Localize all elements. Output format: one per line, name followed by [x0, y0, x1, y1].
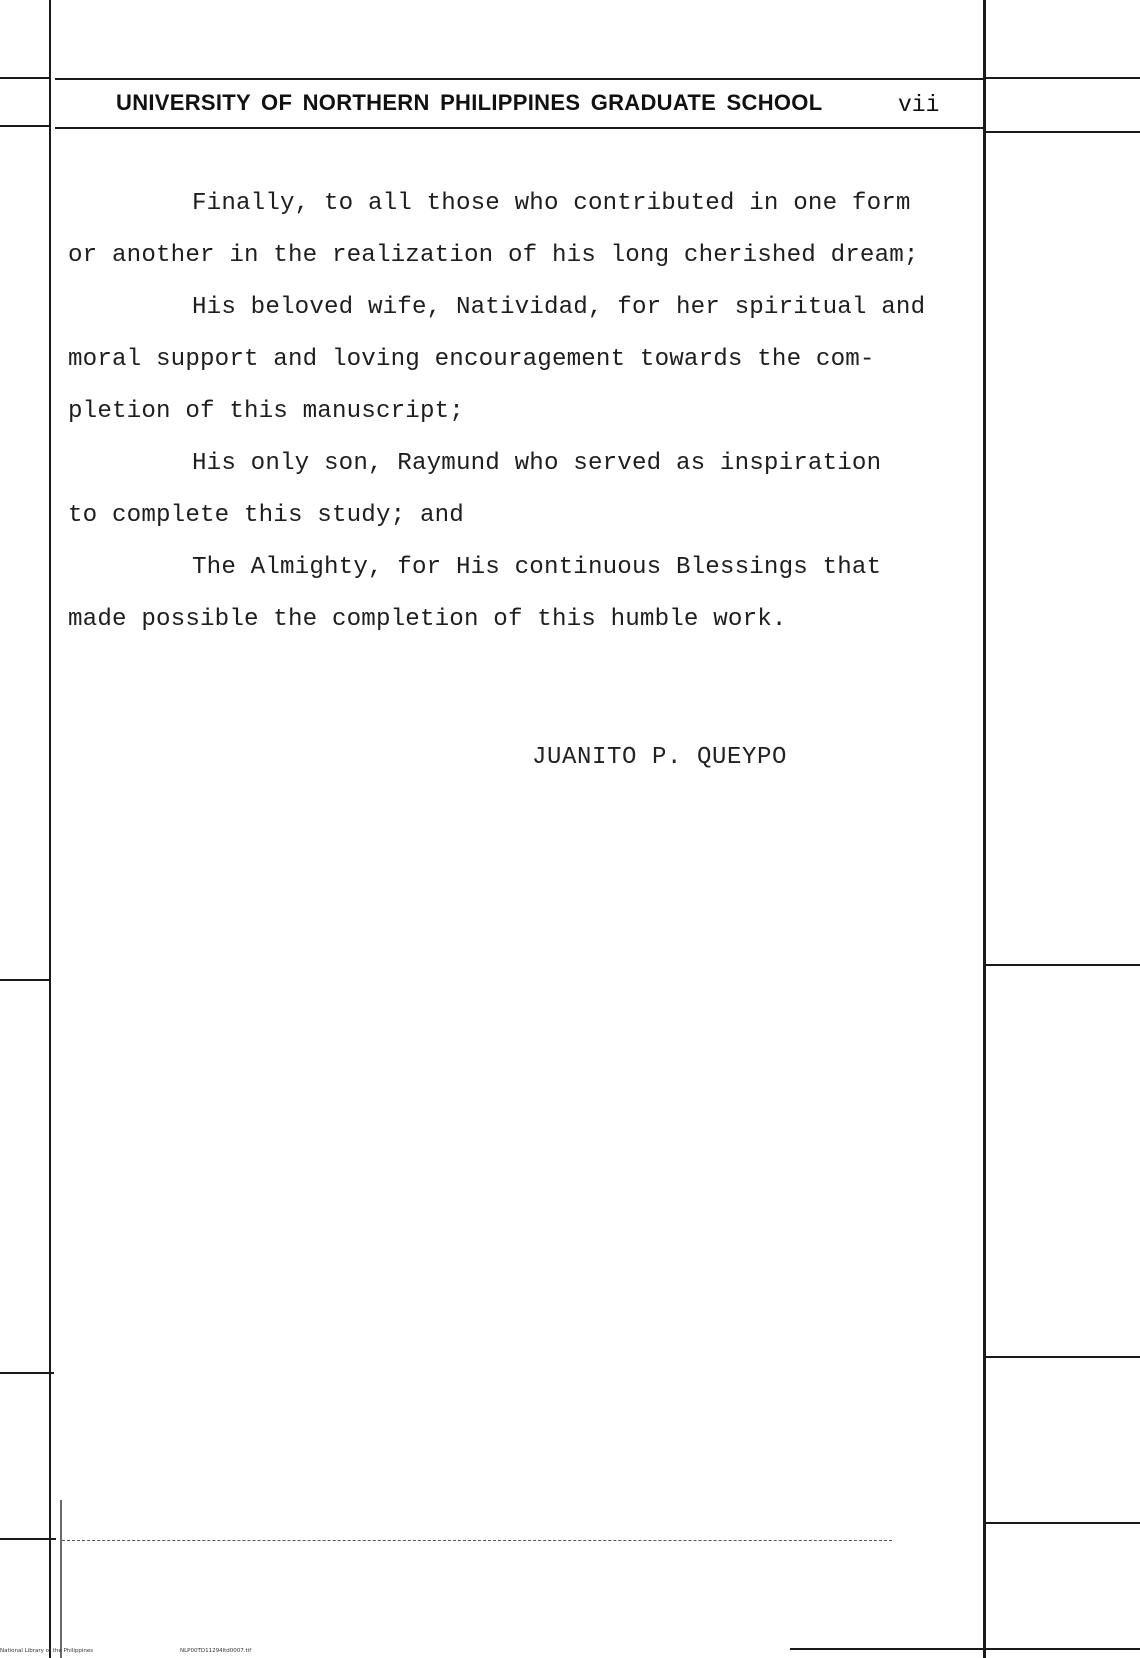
footer-filename: NLP00TD11294ltd0007.tif	[180, 1648, 252, 1654]
right-margin-rule	[983, 0, 986, 1658]
author-signature: JUANITO P. QUEYPO	[532, 744, 788, 771]
header-bottom-rule-main	[55, 127, 983, 129]
footer-library: National Library of the Philippines	[0, 1648, 94, 1654]
header-bottom-rule	[0, 125, 50, 127]
page-header	[116, 90, 946, 124]
body-line: or another in the realization of his long cherished dream;	[68, 242, 919, 269]
header-top-rule-main	[55, 78, 983, 80]
body-line: His only son, Raymund who served as inspiration	[192, 450, 882, 477]
body-line: His beloved wife, Natividad, for her spiritual and	[192, 294, 926, 321]
body-line: moral support and loving encouragement towards the com-	[68, 346, 875, 373]
page-number: vii	[898, 92, 940, 118]
left-tick-rule-3	[0, 1538, 56, 1540]
body-line: Finally, to all those who contributed in one form	[192, 190, 911, 217]
left-margin-rule	[49, 0, 51, 1658]
left-margin-rule-lower	[60, 1500, 62, 1658]
header-top-rule	[0, 77, 50, 79]
body-line: The Almighty, for His continuous Blessings that	[192, 554, 882, 581]
right-tick-rule-2	[985, 1356, 1140, 1358]
bottom-dashed-rule	[62, 1540, 892, 1541]
right-tick-rule-1	[985, 964, 1140, 966]
header-bottom-rule-right	[985, 131, 1140, 133]
left-tick-rule-2	[0, 1372, 54, 1374]
right-bottom-rule	[790, 1648, 1140, 1650]
body-line: to complete this study; and	[68, 502, 464, 529]
institution-title: UNIVERSITY OF NORTHERN PHILIPPINES GRADUATE SCHOOL	[116, 90, 823, 115]
body-line: made possible the completion of this humble work.	[68, 606, 787, 633]
left-tick-rule-1	[0, 979, 50, 981]
right-tick-rule-3	[985, 1522, 1140, 1524]
header-top-rule-right	[985, 77, 1140, 79]
body-line: pletion of this manuscript;	[68, 398, 464, 425]
